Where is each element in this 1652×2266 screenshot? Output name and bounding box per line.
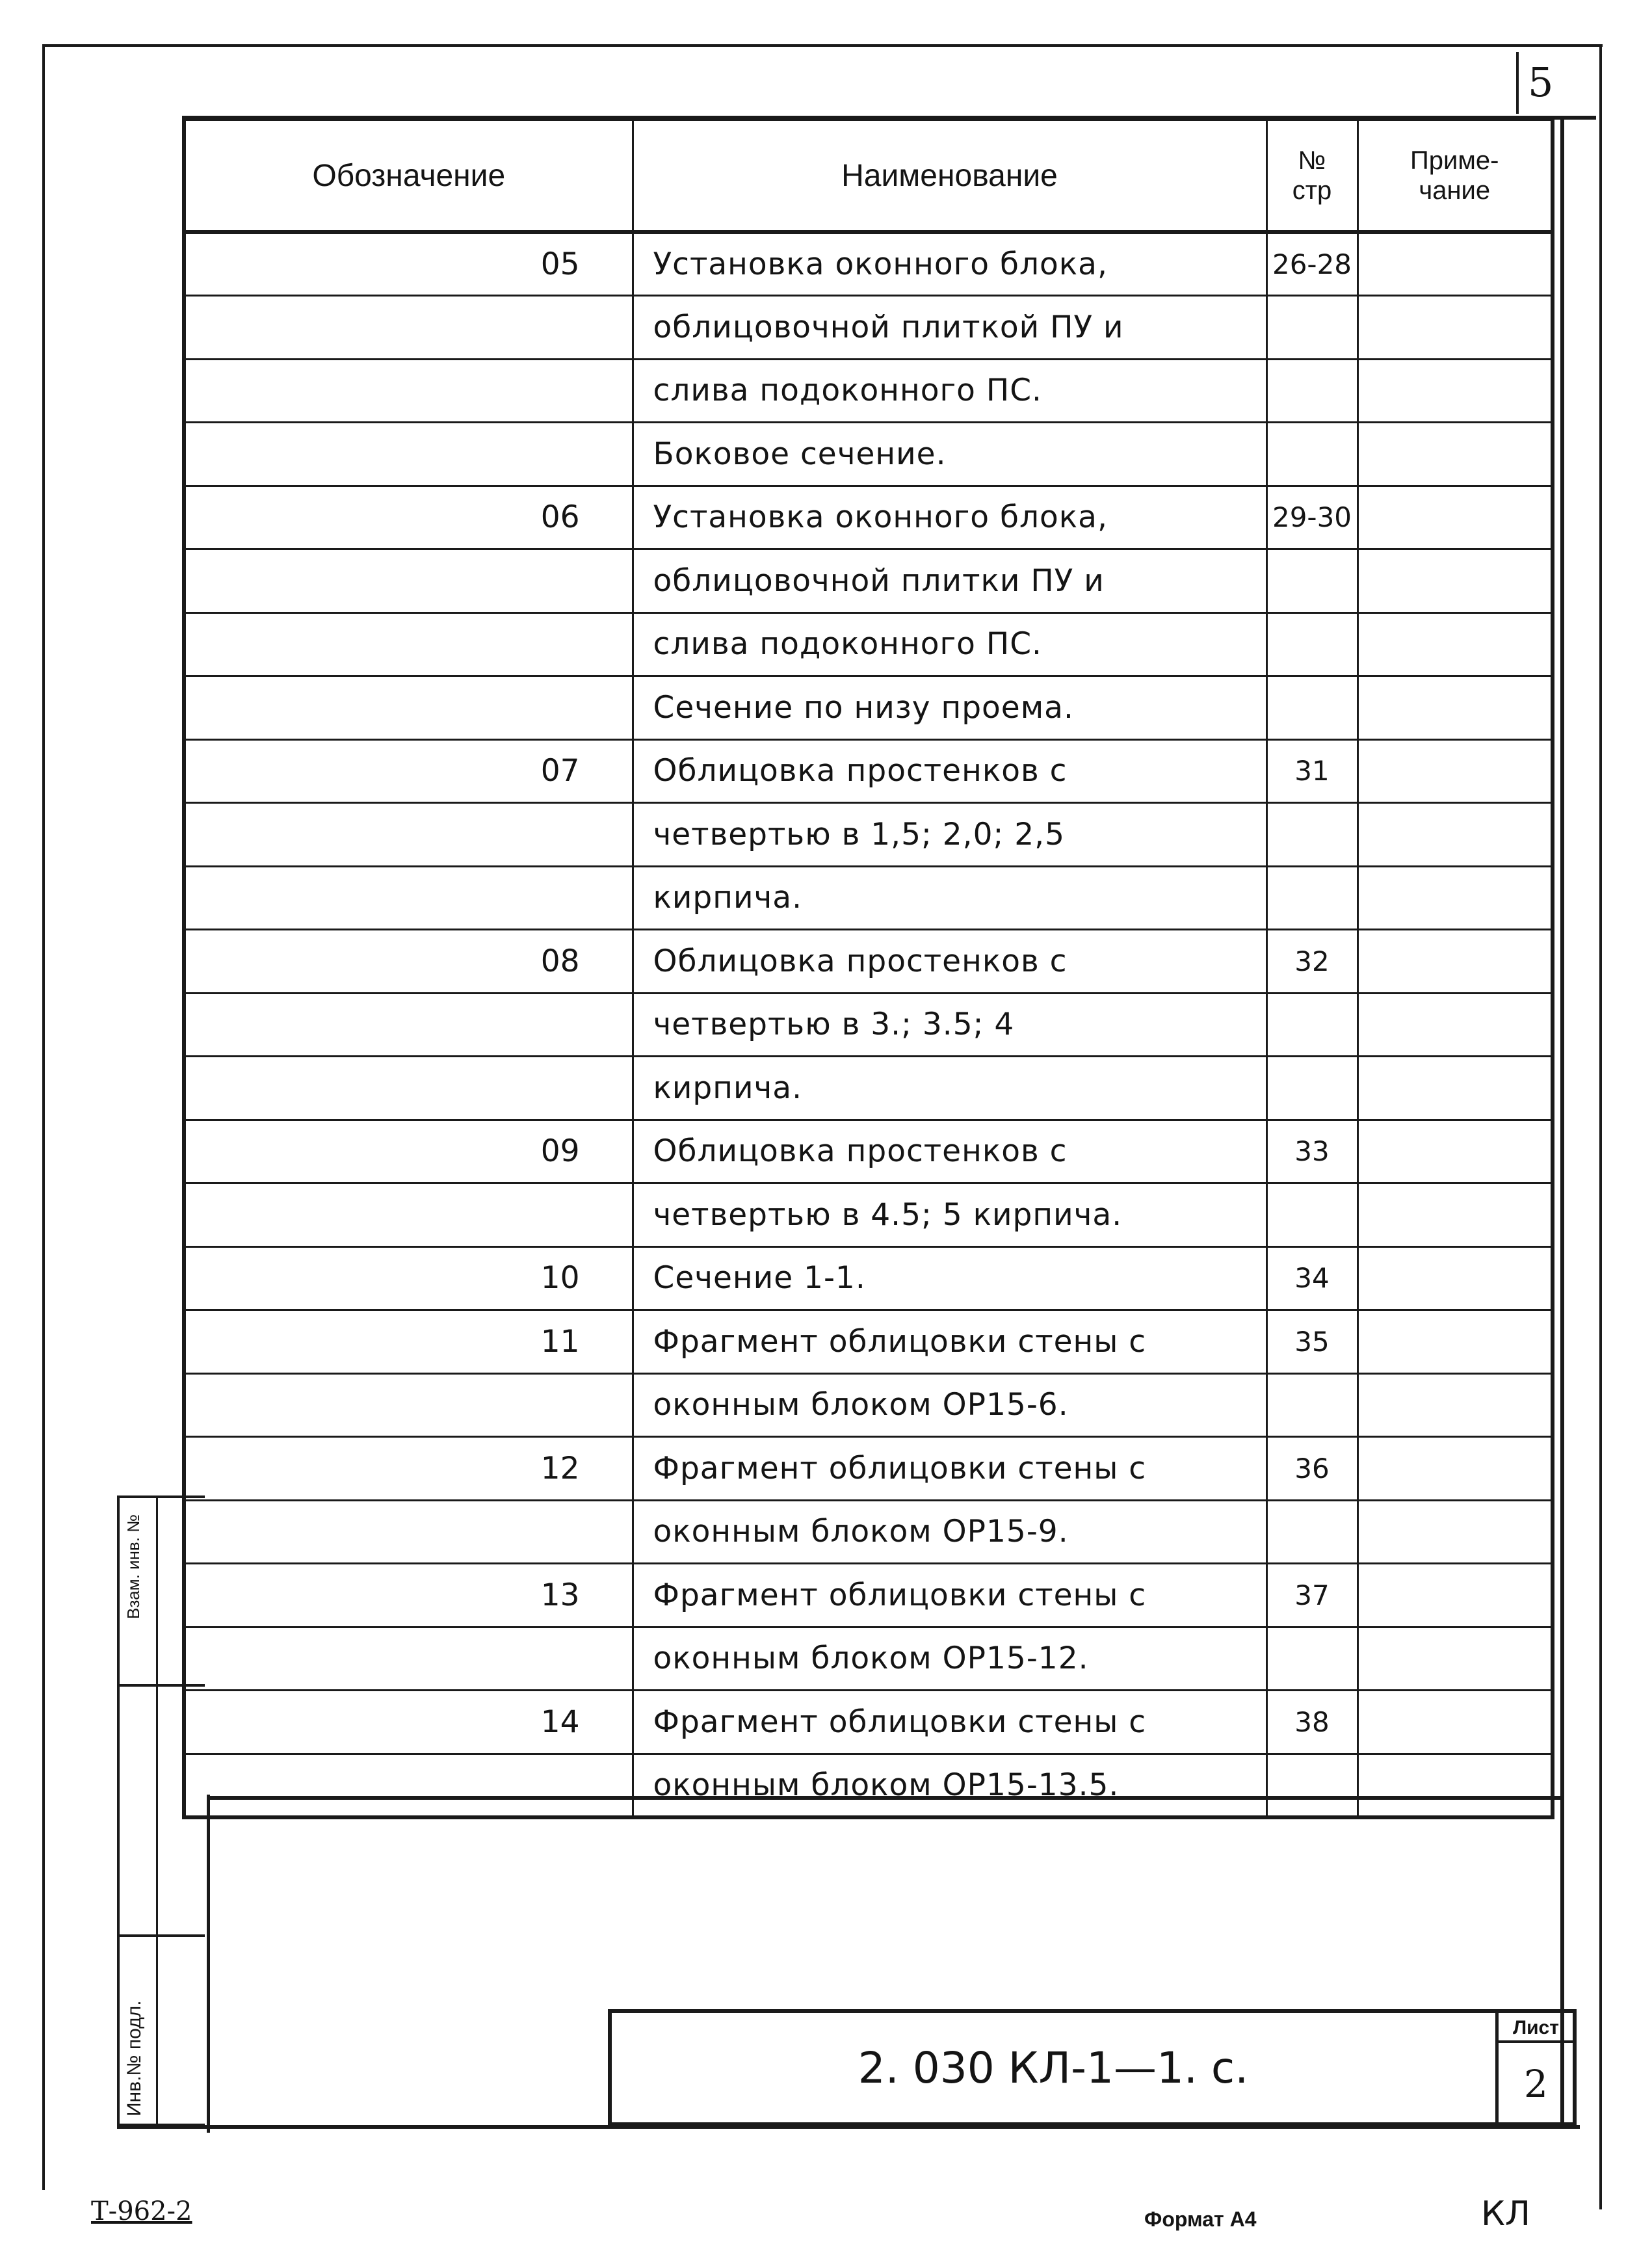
- code-cell: [184, 549, 633, 613]
- name-cell: Фрагмент облицовки стены с: [633, 1691, 1266, 1754]
- page-cell: 37: [1266, 1564, 1357, 1627]
- name-cell: четвертью в 4.5; 5 кирпича.: [633, 1183, 1266, 1247]
- name-cell: Сечение по низу проема.: [633, 676, 1266, 740]
- code-cell: [184, 676, 633, 740]
- page-cell: 36: [1266, 1437, 1357, 1501]
- note-cell: [1357, 296, 1553, 360]
- name-cell: оконным блоком ОР15-9.: [633, 1500, 1266, 1564]
- note-cell: [1357, 359, 1553, 423]
- page-cell: 38: [1266, 1691, 1357, 1754]
- page-cell: [1266, 423, 1357, 486]
- page-cell: [1266, 296, 1357, 360]
- table-row: [184, 930, 1553, 994]
- page-cell: [1266, 866, 1357, 930]
- note-cell: [1357, 676, 1553, 740]
- side-vzam-label: Взам. инв. №: [124, 1514, 143, 1619]
- code-cell: [184, 359, 633, 423]
- code-cell: 13: [184, 1564, 633, 1627]
- table-row: [184, 232, 1553, 296]
- name-cell: кирпича.: [633, 1057, 1266, 1120]
- frame-top-line: [42, 44, 1603, 47]
- code-cell: 14: [184, 1691, 633, 1754]
- note-cell: [1357, 1310, 1553, 1374]
- table-row: [184, 1120, 1553, 1183]
- note-cell: [1357, 1183, 1553, 1247]
- note-cell: [1357, 866, 1553, 930]
- page-cell: [1266, 1754, 1357, 1817]
- side-inv-label: Инв.№ подл.: [124, 2000, 145, 2116]
- table-row: [184, 803, 1553, 867]
- code-cell: [184, 1627, 633, 1691]
- page-cell: [1266, 1500, 1357, 1564]
- name-cell: четвертью в 3.; 3.5; 4: [633, 993, 1266, 1057]
- table-row: [184, 1246, 1553, 1310]
- page-cell: 31: [1266, 739, 1357, 803]
- note-cell: [1357, 1373, 1553, 1437]
- page-number: 5: [1528, 59, 1554, 106]
- page-cell: 26-28: [1266, 232, 1357, 296]
- note-cell: [1357, 739, 1553, 803]
- code-cell: 11: [184, 1310, 633, 1374]
- name-cell: Фрагмент облицовки стены с: [633, 1310, 1266, 1374]
- name-cell: оконным блоком ОР15-13.5.: [633, 1754, 1266, 1817]
- table-row: [184, 613, 1553, 676]
- code-cell: [184, 1057, 633, 1120]
- table-row: [184, 1057, 1553, 1120]
- note-cell: [1357, 1437, 1553, 1501]
- name-cell: Облицовка простенков с: [633, 1120, 1266, 1183]
- header-page-no-line-1: №: [1298, 146, 1326, 175]
- inner-frame-left: [207, 1795, 210, 2133]
- page-cell: [1266, 993, 1357, 1057]
- table-row: [184, 1754, 1553, 1817]
- table-row: [184, 1564, 1553, 1627]
- note-cell: [1357, 613, 1553, 676]
- sheet-label: Лист: [1495, 2013, 1577, 2043]
- note-cell: [1357, 423, 1553, 486]
- name-cell: оконным блоком ОР15-6.: [633, 1373, 1266, 1437]
- page-cell: [1266, 1183, 1357, 1247]
- page-cell: [1266, 1627, 1357, 1691]
- table-row: [184, 1437, 1553, 1501]
- page-cell: 34: [1266, 1246, 1357, 1310]
- name-cell: Установка оконного блока,: [633, 232, 1266, 296]
- table-row: [184, 866, 1553, 930]
- header-note: [1357, 119, 1553, 232]
- note-cell: [1357, 232, 1553, 296]
- page-cell: 33: [1266, 1120, 1357, 1183]
- code-cell: [184, 866, 633, 930]
- contents-table-body: [184, 232, 1553, 1817]
- code-cell: 05: [184, 232, 633, 296]
- table-row: [184, 549, 1553, 613]
- table-row: [184, 739, 1553, 803]
- page-cell: [1266, 549, 1357, 613]
- header-name: Наименование: [633, 119, 1266, 232]
- table-row: [184, 1183, 1553, 1247]
- corner-code: Т-962-2: [91, 2196, 192, 2226]
- note-cell: [1357, 1754, 1553, 1817]
- contents-table: [182, 117, 1554, 1819]
- frame-right-line: [1599, 44, 1602, 2209]
- corner-initials: КЛ: [1481, 2194, 1531, 2233]
- table-row: [184, 1627, 1553, 1691]
- code-cell: 08: [184, 930, 633, 994]
- name-cell: Фрагмент облицовки стены с: [633, 1564, 1266, 1627]
- page-number-divider: [1516, 52, 1519, 114]
- code-cell: [184, 1500, 633, 1564]
- note-cell: [1357, 1057, 1553, 1120]
- header-note-line-1: Приме-: [1410, 146, 1499, 175]
- table-row: [184, 993, 1553, 1057]
- code-cell: 12: [184, 1437, 633, 1501]
- table-header-row: [184, 119, 1553, 232]
- name-cell: кирпича.: [633, 866, 1266, 930]
- page-cell: [1266, 676, 1357, 740]
- code-cell: 06: [184, 486, 633, 549]
- name-cell: облицовочной плиткой ПУ и: [633, 296, 1266, 360]
- note-cell: [1357, 1564, 1553, 1627]
- name-cell: Сечение 1-1.: [633, 1246, 1266, 1310]
- name-cell: четвертью в 1,5; 2,0; 2,5: [633, 803, 1266, 867]
- note-cell: [1357, 549, 1553, 613]
- table-row: [184, 486, 1553, 549]
- table-row: [184, 359, 1553, 423]
- page-cell: [1266, 1057, 1357, 1120]
- document-code: 2. 030 КЛ-1—1. с.: [858, 2042, 1249, 2093]
- table-row: [184, 1500, 1553, 1564]
- code-cell: 09: [184, 1120, 633, 1183]
- code-cell: 10: [184, 1246, 633, 1310]
- code-cell: [184, 1754, 633, 1817]
- code-cell: [184, 1373, 633, 1437]
- name-cell: Фрагмент облицовки стены с: [633, 1437, 1266, 1501]
- sheet-number: 2: [1524, 2062, 1548, 2106]
- name-cell: Облицовка простенков с: [633, 739, 1266, 803]
- side-stamp-column-rule: [156, 1495, 158, 2126]
- note-cell: [1357, 993, 1553, 1057]
- page-cell: [1266, 803, 1357, 867]
- page-cell: [1266, 1373, 1357, 1437]
- page-cell: [1266, 613, 1357, 676]
- name-cell: слива подоконного ПС.: [633, 613, 1266, 676]
- table-row: [184, 1373, 1553, 1437]
- code-cell: [184, 1183, 633, 1247]
- side-stamp-divider-2: [117, 1934, 205, 1937]
- page-cell: 35: [1266, 1310, 1357, 1374]
- table-row: [184, 423, 1553, 486]
- note-cell: [1357, 803, 1553, 867]
- code-cell: [184, 613, 633, 676]
- header-code: Обозначение: [184, 119, 633, 232]
- note-cell: [1357, 486, 1553, 549]
- note-cell: [1357, 930, 1553, 994]
- page-cell: 32: [1266, 930, 1357, 994]
- page-cell: [1266, 359, 1357, 423]
- table-row: [184, 1691, 1553, 1754]
- code-cell: 07: [184, 739, 633, 803]
- name-cell: Боковое сечение.: [633, 423, 1266, 486]
- header-page-no: [1266, 119, 1357, 232]
- frame-left-line: [42, 44, 45, 2190]
- name-cell: Установка оконного блока,: [633, 486, 1266, 549]
- table-row: [184, 1310, 1553, 1374]
- note-cell: [1357, 1500, 1553, 1564]
- note-cell: [1357, 1691, 1553, 1754]
- code-cell: [184, 993, 633, 1057]
- name-cell: облицовочной плитки ПУ и: [633, 549, 1266, 613]
- table-row: [184, 676, 1553, 740]
- note-cell: [1357, 1120, 1553, 1183]
- name-cell: Облицовка простенков с: [633, 930, 1266, 994]
- inner-frame-right: [1560, 117, 1564, 2126]
- code-cell: [184, 803, 633, 867]
- note-cell: [1357, 1627, 1553, 1691]
- note-cell: [1357, 1246, 1553, 1310]
- header-note-line-2: чание: [1419, 176, 1491, 205]
- name-cell: оконным блоком ОР15-12.: [633, 1627, 1266, 1691]
- page-cell: 29-30: [1266, 486, 1357, 549]
- format-label: Формат А4: [1144, 2207, 1257, 2231]
- name-cell: слива подоконного ПС.: [633, 359, 1266, 423]
- code-cell: [184, 423, 633, 486]
- table-row: [184, 296, 1553, 360]
- code-cell: [184, 296, 633, 360]
- header-page-no-line-2: стр: [1292, 176, 1332, 205]
- side-stamp-divider-1: [117, 1684, 205, 1687]
